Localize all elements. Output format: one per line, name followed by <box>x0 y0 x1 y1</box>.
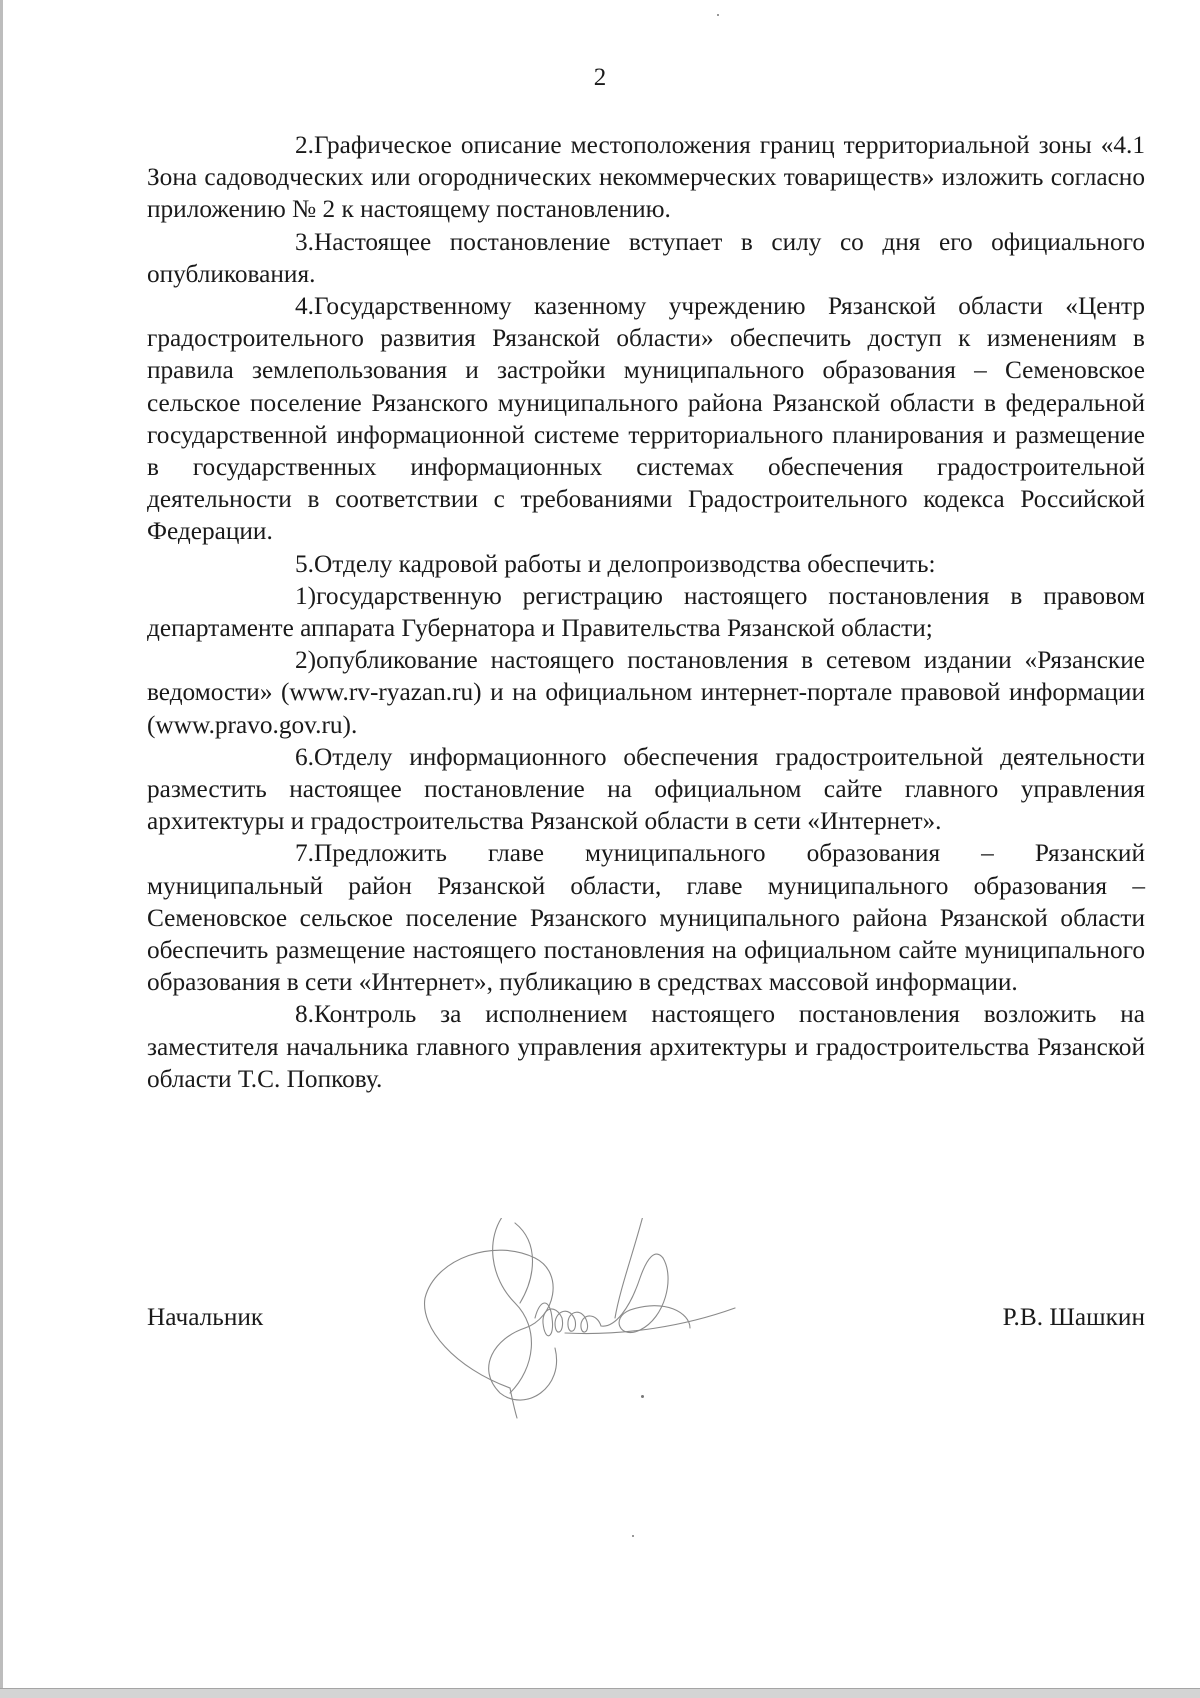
paragraph-text: Отделу кадровой работы и делопроизводства обеспечить: <box>313 549 936 578</box>
paragraph-number: 8. <box>295 1000 314 1029</box>
paragraph-number: 4. <box>295 292 314 321</box>
paragraph-text: государственную регистрацию настоящего постановления в правовом департаменте аппарата Губернатора и Правительства Рязанской области; <box>147 581 1145 643</box>
document-body <box>147 129 1145 1095</box>
scan-speck <box>641 1395 644 1398</box>
paragraph-8 <box>147 998 1145 1095</box>
paragraph-5 <box>147 548 1145 580</box>
paragraph-text: Графическое описание местоположения границ территориальной зоны «4.1 Зона садоводческих или огороднических некоммерческих товариществ» изложить согласно приложению № 2 к настоящему постановлению. <box>147 131 1145 224</box>
paragraph-2 <box>147 129 1145 226</box>
paragraph-text: Отделу информационного обеспечения градостроительной деятельности разместить настоящее постановление на официальном сайте главного управления архитектуры и градостроительства Рязанской области в сети «Интернет». <box>147 742 1145 836</box>
subparagraph-2 <box>147 644 1145 741</box>
paragraph-number: 5. <box>295 549 314 578</box>
subparagraph-1 <box>147 580 1145 644</box>
subparagraph-number: 2) <box>295 646 317 675</box>
paragraph-text: Настоящее постановление вступает в силу со дня его официального опубликования. <box>147 227 1145 288</box>
paragraph-text: опубликование настоящего постановления в сетевом издании «Рязанские ведомости» (www.rv-ryazan.ru) и на официальном интернет-портале правовой информации (www.pravo.gov.ru). <box>147 646 1145 739</box>
scan-left-edge <box>0 0 3 1697</box>
paragraph-text: Государственному казенному учреждению Рязанской области «Центр градостроительного развития Рязанской области» обеспечить доступ к изменениям в правила землепользования и застройки муниципального образования – Семеновское сельское поселение Рязанского муниципального района Рязанской области в федеральной государственной информационной системе территориального планирования и размещение в государственных информационных системах обеспечения градостроительной деятельности в соответствии с требованиями Градостроительного кодекса Российской Федерации. <box>147 292 1145 546</box>
paragraph-4 <box>147 290 1145 548</box>
paragraph-7 <box>147 837 1145 998</box>
paragraph-text: Предложить главе муниципального образования – Рязанский муниципальный район Рязанской области, главе муниципального образования – Семеновское сельское поселение Рязанского муниципального района Рязанской области обеспечить размещение настоящего постановления на официальном сайте муниципального образования в сети «Интернет», публикацию в средствах массовой информации. <box>147 839 1145 997</box>
page-number: 2 <box>593 64 607 91</box>
subparagraph-number: 1) <box>295 581 317 610</box>
signatory-title: Начальник <box>147 1303 264 1331</box>
paragraph-6 <box>147 741 1145 838</box>
scan-speck <box>717 14 719 16</box>
paragraph-text: Контроль за исполнением настоящего постановления возложить на заместителя начальника главного управления архитектуры и градостроительства Рязанской области Т.С. Попкову. <box>147 1000 1145 1093</box>
scan-speck <box>632 1535 634 1537</box>
paragraph-number: 6. <box>295 742 314 771</box>
signature-block <box>147 1303 1145 1343</box>
signatory-name: Р.В. Шашкин <box>1002 1303 1145 1331</box>
paragraph-number: 7. <box>295 839 314 868</box>
paragraph-number: 3. <box>295 227 314 256</box>
paragraph-3 <box>147 226 1145 290</box>
paragraph-number: 2. <box>295 131 314 159</box>
